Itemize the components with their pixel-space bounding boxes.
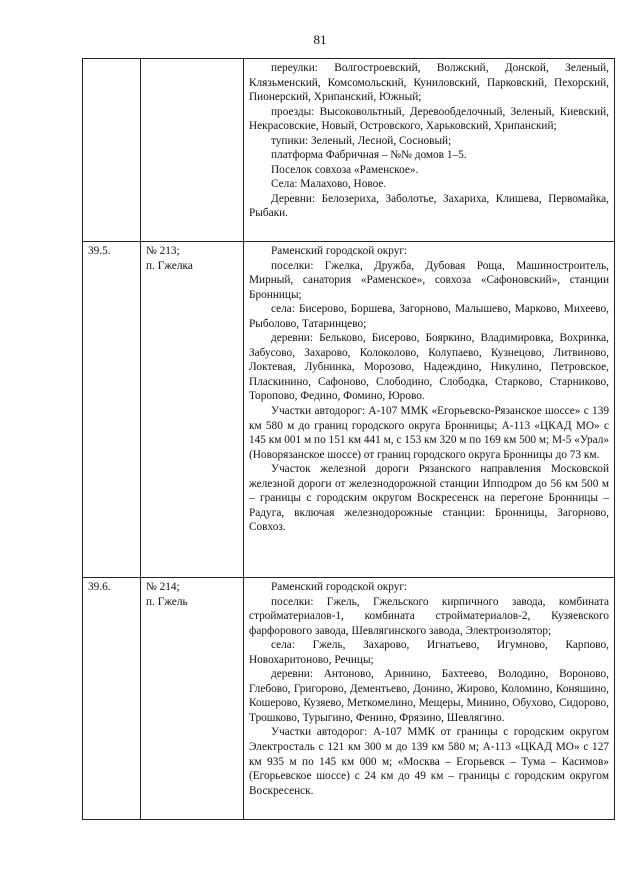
description-paragraph: Участок железной дороги Рязанского направления Московской железной дороги от железнодорожной станции Ипподром до 56 км 500 м – границы с городским округом Воскресенск на перегоне Бронницы – Радуга, включая железнодорожные станции: Бронницы, Загорново, Совхоз. (249, 463, 609, 534)
description-paragraph: деревни: Антоново, Аринино, Бахтеево, Володино, Вороново, Глебово, Григорово, Дементьево, Донино, Жирово, Коломино, Коняшино, Кошерово, Кузяево, Меткомелино, Мещеры, Минино, Обухово, Сидорово, Трошково, Турыгино, Фенино, Фрязино, Шевлягино. (249, 668, 609, 724)
row-number-cell (83, 242, 141, 578)
description-paragraph: Участки автодорог: А-107 ММК «Егорьевско-Рязанское шоссе» с 139 км 580 м до границ городского округа Бронницы; А-113 «ЦКАД МО» с 145 км 001 м по 151 км 441 м, с 153 км 320 м по 169 км 500 м; М-5 «Урал» (Новорязанское шоссе) от границ городского округа Бронницы до 73 км. (249, 405, 609, 461)
description-paragraph: Деревни: Белозериха, Заболотье, Захариха, Клишева, Первомайка, Рыбаки. (249, 192, 609, 220)
table-row (83, 59, 615, 242)
document-table (82, 58, 615, 820)
description-paragraph: поселки: Гжелка, Дружба, Дубовая Роща, Машиностроитель, Мирный, санатория «Раменское», совхоза «Сафоновский», станции Бронницы; (249, 259, 609, 301)
table-row (83, 242, 615, 578)
district-code-cell (141, 59, 244, 242)
description-paragraph: села: Бисерово, Боршева, Загорново, Малышево, Марково, Михеево, Рыболово, Татаринцево; (249, 303, 609, 330)
district-code-line: п. Гжелка (146, 259, 193, 272)
description-paragraph: Раменский городской округ: (271, 245, 408, 257)
description-paragraph: проезды: Высоковольтный, Деревообделочный, Зеленый, Киевский, Некрасовские, Новый, Островского, Харьковский, Хрипанский; (249, 105, 609, 133)
district-code-cell (141, 242, 244, 578)
page-number: 81 (313, 32, 327, 47)
row-number: 39.5. (88, 245, 111, 257)
description-paragraph: села: Гжель, Захарово, Игнатьево, Игумново, Карпово, Новохаритоново, Речицы; (249, 639, 609, 666)
description-paragraph: Поселок совхоза «Раменское». (271, 163, 419, 176)
description-paragraph: поселки: Гжель, Гжельского кирпичного завода, комбината стройматериалов-1, комбината стройматериалов-2, Кузяевского фарфорового завода, Шевлягинского завода, Электроизолятор; (249, 595, 609, 637)
description-paragraph: Участки автодорог: А-107 ММК от границы с городским округом Электросталь с 121 км 300 м до 139 км 580 м; А-113 «ЦКАД МО» с 127 км 935 м по 145 км 000 м; «Москва – Егорьевск – Тума – Касимов» (Егорьевское шоссе) с 24 км до 49 км – границы с городским округом Воскресенск. (249, 726, 609, 797)
row-number: 39.6. (88, 581, 111, 593)
description-paragraph: деревни: Бельково, Бисерово, Бояркино, Владимировка, Вохринка, Забусово, Захарово, Колоколово, Колупаево, Кузнецово, Литвиново, Локтевая, Лубнинка, Морозово, Надеждино, Никулино, Петровское, Пласкинино, Сафоново, Слободино, Слободка, Старково, Старниково, Торопово, Федино, Фомино, Юрово. (249, 332, 609, 403)
description-cell (244, 578, 615, 820)
row-number-cell (83, 578, 141, 820)
description-cell (244, 59, 615, 242)
description-paragraph: Раменский городской округ: (271, 581, 408, 593)
description-paragraph: Села: Малахово, Новое. (271, 178, 387, 191)
description-paragraph: тупики: Зеленый, Лесной, Сосновый; (271, 134, 452, 147)
description-paragraph: платформа Фабричная – №№ домов 1–5. (271, 149, 467, 162)
district-code-line: № 213; (146, 245, 180, 257)
district-code-line: № 214; (146, 581, 180, 593)
district-code-line: п. Гжель (146, 595, 188, 608)
description-cell (244, 242, 615, 578)
district-code-cell (141, 578, 244, 820)
description-paragraph: переулки: Волгостроевский, Волжский, Донской, Зеленый, Клязьменский, Комсомольский, Куниловский, Парковский, Пехорский, Пионерский, Хрипанский, Южный; (249, 62, 609, 104)
table-row (83, 578, 615, 820)
row-number-cell (83, 59, 141, 242)
